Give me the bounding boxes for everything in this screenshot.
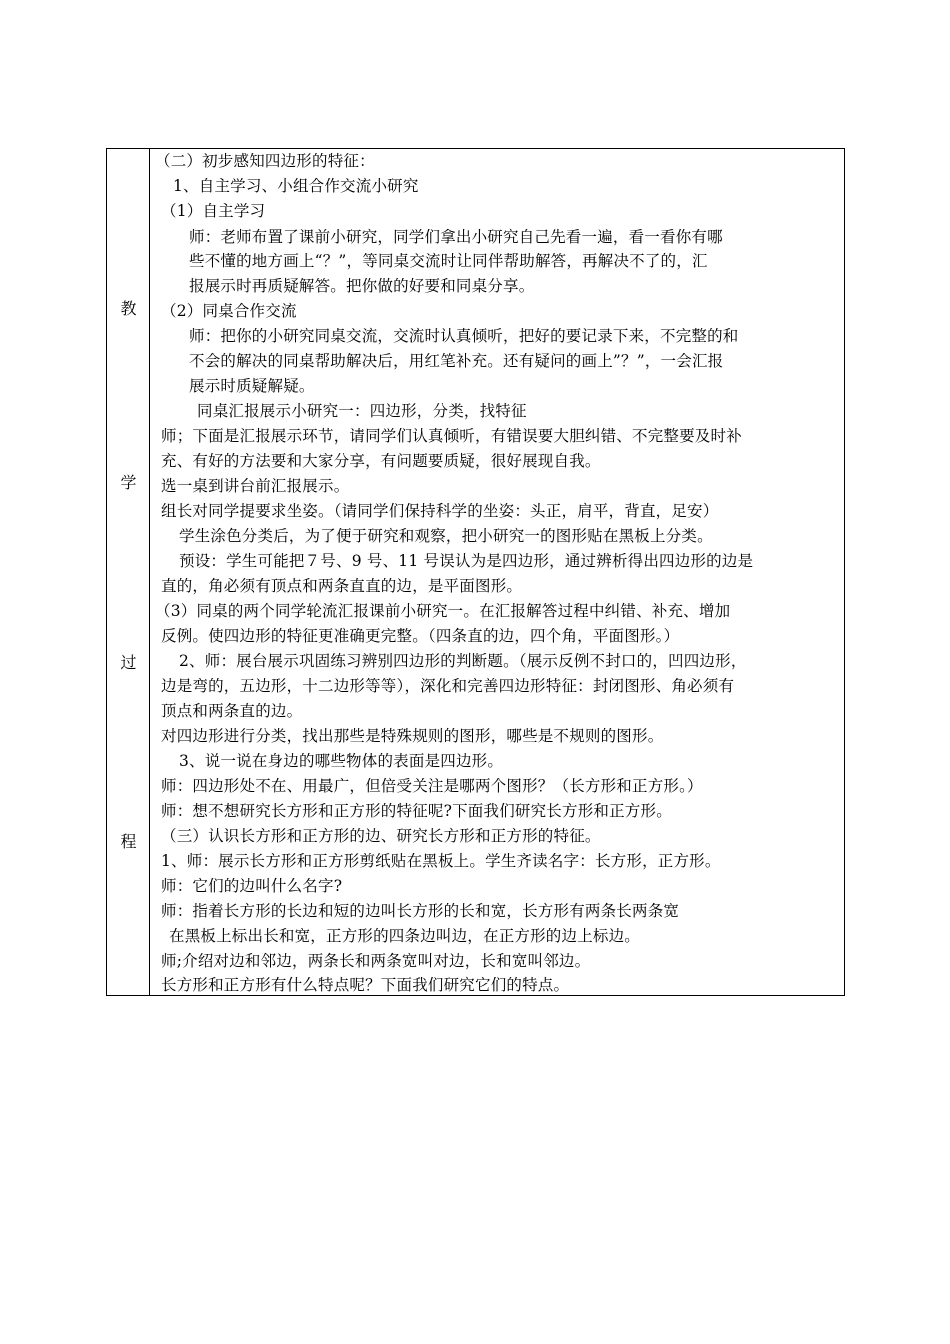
text-line: 3、说一说在身边的哪些物体的表面是四边形。: [179, 752, 504, 770]
text-line: 师;介绍对边和邻边，两条长和两条宽叫对边，长和宽叫邻边。: [161, 952, 591, 970]
text-line: 组长对同学提要求坐姿。（请同学们保持科学的坐姿：头正，肩平，背直，足安）: [161, 502, 719, 520]
text-line: 同桌汇报展示小研究一：四边形，分类，找特征: [197, 402, 527, 420]
text-line: 在黑板上标出长和宽，正方形的四条边叫边，在正方形的边上标边。: [169, 927, 641, 945]
text-line: 师：想不想研究长方形和正方形的特征呢?下面我们研究长方形和正方形。: [161, 802, 672, 820]
text-line: 师：把你的小研究同桌交流，交流时认真倾听，把好的要记录下来，不完整的和: [189, 327, 739, 345]
text-line: （3）同桌的两个同学轮流汇报课前小研究一。在汇报解答过程中纠错、补充、增加: [155, 602, 731, 620]
text-line: 预设：学生可能把７号、9 号、11 号误认为是四边形，通过辨析得出四边形的边是: [179, 552, 754, 570]
text-line: 师：老师布置了课前小研究，同学们拿出小研究自己先看一遍，看一看你有哪: [189, 228, 723, 246]
text-line: 报展示时再质疑解答。把你做的好要和同桌分享。: [189, 277, 535, 295]
text-line: 边是弯的，五边形，十二边形等等），深化和完善四边形特征：封闭图形、角必须有: [161, 677, 735, 695]
text-line: 师：指着长方形的长边和短的边叫长方形的长和宽，长方形有两条长两条宽: [161, 902, 680, 920]
text-line: 对四边形进行分类，找出那些是特殊规则的图形，哪些是不规则的图形。: [161, 727, 664, 745]
section-label-char: 教: [120, 299, 137, 318]
text-line: 师：它们的边叫什么名字?: [161, 877, 343, 895]
section-label-char: 学: [120, 473, 137, 492]
text-line: 师：四边形处不在、用最广，但倍受关注是哪两个图形？（长方形和正方形。）: [161, 777, 703, 795]
text-line: 些不懂的地方画上“？”，等同桌交流时让同伴帮助解答，再解决不了的，汇: [189, 252, 708, 270]
text-line: 1、师：展示长方形和正方形剪纸贴在黑板上。学生齐读名字：长方形，正方形。: [161, 852, 721, 870]
text-line: 不会的解决的同桌帮助解决后，用红笔补充。还有疑问的画上”？”，一会汇报: [189, 352, 724, 370]
text-line: 充、有好的方法要和大家分享，有问题要质疑，很好展现自我。: [161, 452, 601, 470]
text-line: （2）同桌合作交流: [161, 302, 297, 320]
lesson-table: [106, 148, 845, 996]
text-line: 展示时质疑解疑。: [189, 377, 315, 395]
text-line: 反例。使四边形的特征更准确更完整。（四条直的边，四个角，平面图形。）: [161, 627, 680, 645]
content-column: [151, 149, 844, 995]
text-line: 长方形和正方形有什么特点呢？下面我们研究它们的特点。: [161, 976, 570, 994]
text-line: 师；下面是汇报展示环节，请同学们认真倾听，有错误要大胆纠错、不完整要及时补: [161, 427, 742, 445]
text-line: 2、师：展台展示巩固练习辨别四边形的判断题。（展示反例不封口的，凹四边形，: [179, 652, 747, 670]
text-line: 学生涂色分类后，为了便于研究和观察，把小研究一的图形贴在黑板上分类。: [179, 527, 713, 545]
text-line: 1、自主学习、小组合作交流小研究: [173, 177, 419, 195]
text-line: 顶点和两条直的边。: [161, 702, 303, 720]
section-label-char: 过: [120, 653, 137, 672]
text-line: （三）认识长方形和正方形的边、研究长方形和正方形的特征。: [161, 827, 601, 845]
text-line: 直的，角必须有顶点和两条直直的边，是平面图形。: [161, 577, 523, 595]
section-label-column: [107, 149, 150, 995]
text-line: （1）自主学习: [161, 202, 266, 220]
text-line: 选一桌到讲台前汇报展示。: [161, 477, 350, 495]
section-label-char: 程: [120, 832, 137, 851]
text-line: （二）初步感知四边形的特征：: [155, 152, 375, 170]
